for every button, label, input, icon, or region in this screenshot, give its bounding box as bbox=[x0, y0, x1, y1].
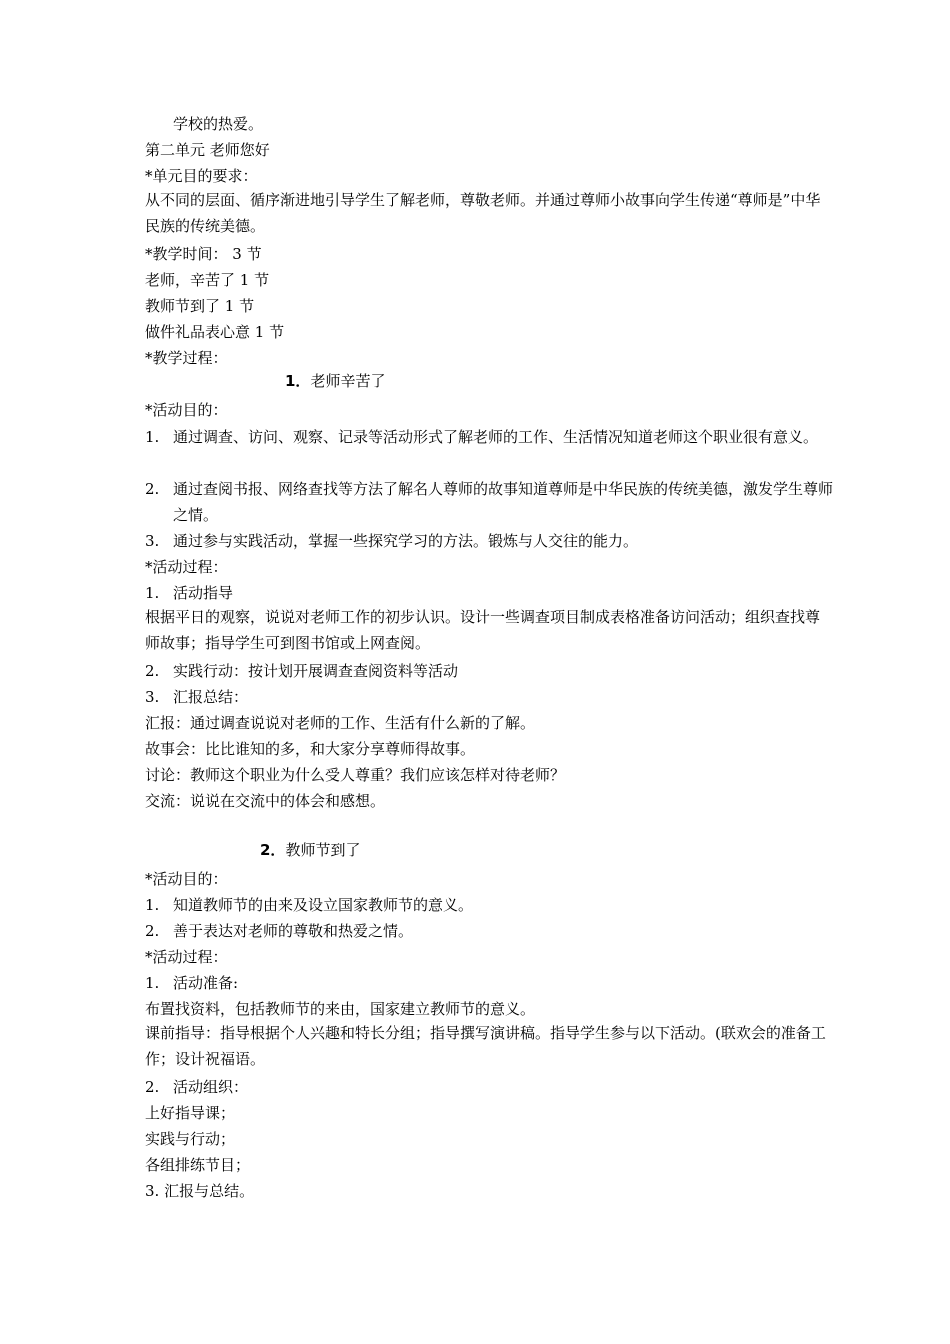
text-line: 实践与行动； bbox=[145, 1130, 236, 1148]
list-text: 通过参与实践活动，掌握一些探究学习的方法。锻炼与人交往的能力。 bbox=[173, 532, 639, 550]
list-item bbox=[145, 583, 828, 603]
unit-title: 第二单元 老师您好 bbox=[145, 141, 270, 159]
list-text: 通过查阅书报、网络查找等方法了解名人尊师的故事知道尊师是中华民族的传统美德，激发学生尊师之情。 bbox=[173, 480, 834, 524]
list-text: 通过调查、访问、观察、记录等活动形式了解老师的工作、生活情况知道老师这个职业很有意义。 bbox=[173, 428, 819, 446]
text-line: *活动过程： bbox=[145, 948, 228, 966]
list-item bbox=[145, 427, 828, 473]
section-number: 1． bbox=[285, 372, 311, 390]
text-line: *教学时间： 3 节 bbox=[145, 245, 262, 263]
list-text: 活动组织： bbox=[173, 1078, 249, 1096]
text-line: 教师节到了 1 节 bbox=[145, 297, 255, 315]
text-line: 故事会：比比谁知的多，和大家分享尊师得故事。 bbox=[145, 740, 476, 758]
list-text: 善于表达对老师的尊敬和热爱之情。 bbox=[173, 922, 414, 940]
list-item bbox=[145, 1077, 828, 1097]
section-heading bbox=[285, 371, 385, 391]
list-number: 1. bbox=[145, 428, 160, 446]
list-item bbox=[145, 531, 828, 551]
list-number: 2. bbox=[145, 1078, 160, 1096]
list-number: 3. bbox=[145, 532, 160, 550]
list-text: 汇报总结： bbox=[173, 688, 249, 706]
text-line: 做件礼品表心意 1 节 bbox=[145, 323, 285, 341]
list-item bbox=[145, 479, 834, 525]
paragraph: 从不同的层面、循序渐进地引导学生了解老师，尊敬老师。并通过尊师小故事向学生传递“尊师是”中华民族的传统美德。 bbox=[145, 191, 821, 235]
list-item bbox=[145, 921, 828, 941]
list-text: 活动准备: bbox=[173, 974, 239, 992]
list-item bbox=[145, 661, 828, 681]
list-item bbox=[145, 687, 828, 707]
text-line: 交流：说说在交流中的体会和感想。 bbox=[145, 792, 386, 810]
list-item bbox=[145, 895, 828, 915]
list-number: 1. bbox=[145, 974, 160, 992]
text-line: *教学过程： bbox=[145, 349, 228, 367]
list-number: 1. bbox=[145, 896, 160, 914]
list-text: 活动指导 bbox=[173, 584, 234, 602]
list-number: 2. bbox=[145, 480, 160, 498]
paragraph: 根据平日的观察，说说对老师工作的初步认识。设计一些调查项目制成表格准备访问活动；组织查找尊师故事；指导学生可到图书馆或上网查阅。 bbox=[145, 608, 821, 652]
text-line: 布置找资料，包括教师节的来由，国家建立教师节的意义。 bbox=[145, 1000, 536, 1018]
list-item bbox=[145, 973, 828, 993]
paragraph: 课前指导：指导根据个人兴趣和特长分组；指导撰写演讲稿。指导学生参与以下活动。(联欢会的准备工作；设计祝福语。 bbox=[145, 1024, 826, 1068]
text-line: 各组排练节目； bbox=[145, 1156, 251, 1174]
list-text: 实践行动：按计划开展调查查阅资料等活动 bbox=[173, 662, 459, 680]
section-number: 2． bbox=[260, 841, 286, 859]
list-number: 1. bbox=[145, 584, 160, 602]
text-line: *单元目的要求： bbox=[145, 167, 258, 185]
text-line: *活动目的： bbox=[145, 401, 228, 419]
section-title: 老师辛苦了 bbox=[310, 372, 386, 390]
text-line: 3. 汇报与总结。 bbox=[145, 1182, 255, 1200]
list-text: 知道教师节的由来及设立国家教师节的意义。 bbox=[173, 896, 474, 914]
text-line: *活动目的： bbox=[145, 870, 228, 888]
list-number: 2. bbox=[145, 922, 160, 940]
list-number: 3. bbox=[145, 688, 160, 706]
text-line: 学校的热爱。 bbox=[173, 115, 264, 133]
text-line: *活动过程： bbox=[145, 558, 228, 576]
section-title: 教师节到了 bbox=[285, 841, 361, 859]
text-line: 讨论：教师这个职业为什么受人尊重？我们应该怎样对待老师？ bbox=[145, 766, 566, 784]
text-line: 汇报：通过调查说说对老师的工作、生活有什么新的了解。 bbox=[145, 714, 536, 732]
text-line: 老师，辛苦了 1 节 bbox=[145, 271, 270, 289]
list-number: 2. bbox=[145, 662, 160, 680]
text-line: 上好指导课； bbox=[145, 1104, 236, 1122]
section-heading bbox=[260, 840, 360, 860]
